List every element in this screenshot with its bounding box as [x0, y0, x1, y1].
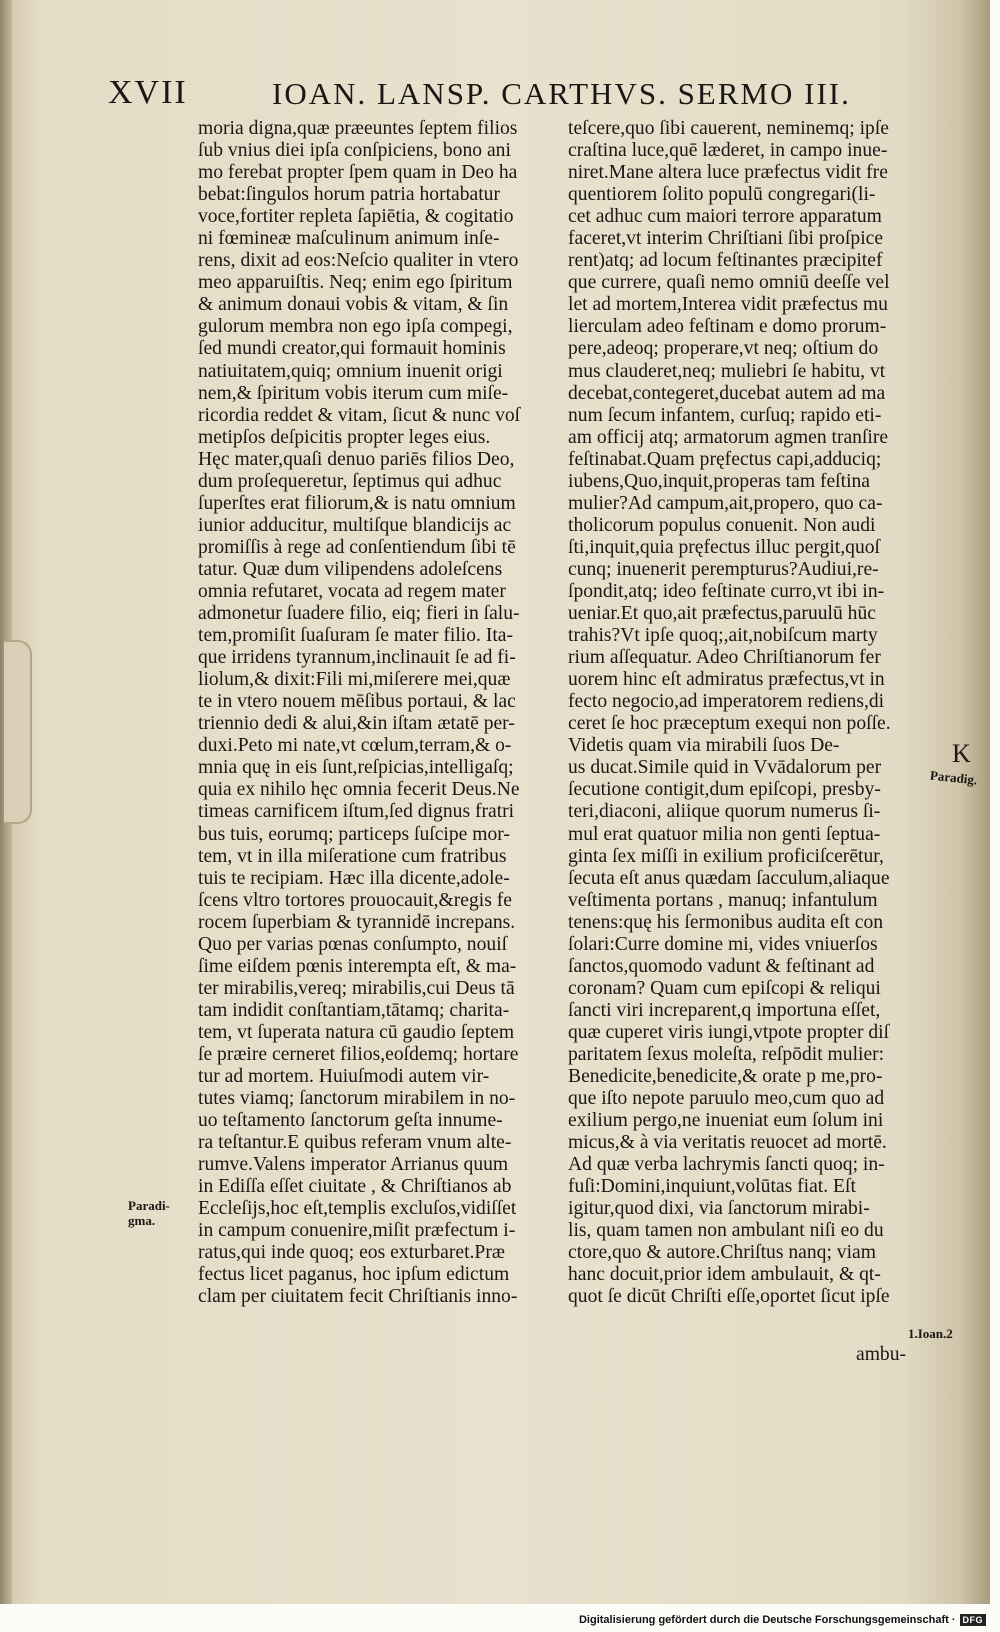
text-line: dum proſequeretur, ſeptimus qui adhuc: [198, 470, 502, 492]
text-line: fuſi:Domini,inquiunt,volūtas fiat. Eſt: [568, 1176, 856, 1198]
text-line: ra teſtantur.E quibus referam vnum alte-: [198, 1132, 512, 1154]
text-line: fectus licet paganus, hoc ipſum edictum: [198, 1264, 510, 1286]
text-line: tenens:quę his ſermonibus audita eſt con: [568, 911, 884, 933]
text-line: & animum donaui vobis & vitam, & ſin: [198, 294, 509, 316]
text-line: rumve.Valens imperator Arrianus quum: [198, 1154, 509, 1176]
text-line: igitur,quod dixi, via ſanctorum mirabi-: [568, 1198, 870, 1220]
margin-note-paradigma: Paradi- gma.: [128, 1198, 170, 1228]
text-line: natiuitatem,quiq; omnium inuenit origi: [198, 360, 503, 382]
text-line: ni fœmineæ maſculinum animum inſe-: [198, 228, 500, 250]
text-line: tutes viamq; ſanctorum mirabilem in no-: [198, 1088, 516, 1110]
footer-credit: Digitalisierung gefördert durch die Deutsche Forschungsgemeinschaft ·: [578, 1614, 956, 1626]
text-line: te in vtero nouem mēſibus portaui, & lac: [198, 691, 516, 713]
text-line: iubens,Quo,inquit,properas tam feſtina: [568, 470, 871, 492]
text-column-left: [198, 118, 520, 1309]
text-line: que currere, quaſi nemo omniū deeſſe vel: [568, 272, 890, 294]
text-line: uo teſtamento ſanctorum geſta innume-: [198, 1110, 503, 1132]
text-line: admonetur ſuadere filio, eiq; fieri in ſalu-: [198, 603, 520, 625]
text-line: Ad quæ verba lachrymis ſancti quoq; in-: [568, 1154, 885, 1176]
text-line: decebat,contegeret,ducebat autem ad ma: [568, 382, 886, 404]
text-line: ſed mundi creator,qui formauit hominis: [198, 338, 506, 360]
margin-note-ioan: 1.Ioan.2: [908, 1326, 953, 1341]
text-line: quia ex nihilo hęc omnia fecerit Deus.Ne: [198, 779, 520, 801]
text-line: Eccleſijs,hoc eſt,templis excluſos,vidiſſet: [198, 1198, 517, 1220]
text-line: ſcens vltro tortores prouocauit,&regis fe: [198, 889, 512, 911]
text-line: tem, vt ſuperata natura cū gaudio ſeptem: [198, 1021, 515, 1043]
text-line: clam per ciuitatem fecit Chriſtianis inno-: [198, 1286, 518, 1308]
text-line: fecto negocio,ad imperatorem rediens,di: [568, 691, 885, 713]
text-line: veſtimenta portans , manuq; infantulum: [568, 889, 878, 911]
text-line: nem,& ſpiritum vobis iterum cum miſe-: [198, 382, 509, 404]
margin-note-paradig: Paradig.: [929, 767, 978, 788]
text-line: niret.Mane altera luce præfectus vidit fre: [568, 162, 888, 184]
running-header: [100, 74, 940, 114]
folio-number: XVII: [108, 74, 188, 111]
text-line: omnia refutaret, vocata ad regem mater: [198, 580, 506, 602]
text-line: lis, quam tamen non ambulant niſi eo du: [568, 1220, 884, 1242]
text-line: num ſecum infantem, curſuq; rapido eti-: [568, 404, 882, 426]
text-line: ſolari:Curre domine mi, vides vniuerſos: [568, 933, 878, 955]
text-line: lierculam adeo feſtinam e domo prorum-: [568, 316, 887, 338]
text-line: micus,& à via veritatis reuocet ad mortē.: [568, 1132, 887, 1154]
text-line: mnia quę in eis ſunt,reſpicias,intelligaſq;: [198, 757, 514, 779]
text-line: coronam? Quam cum epiſcopi & reliqui: [568, 977, 881, 999]
text-line: ueniar.Et quo,ait præfectus,paruulū hūc: [568, 603, 876, 625]
text-line: teſcere,quo ſibi cauerent, neminemq; ipſe: [568, 118, 889, 139]
text-line: ſti,inquit,quia pręfectus illuc pergit,quoſ: [568, 536, 880, 558]
text-line: ſpondit,atq; ideo feſtinate curro,vt ibi in-: [568, 580, 885, 602]
text-line: ſuperſtes erat filiorum,& is natu omnium: [198, 492, 516, 514]
text-line: mul erat quatuor milia non genti ſeptua-: [568, 823, 881, 845]
text-line: in Ediſſa eſſet ciuitate , & Chriſtianos ab: [198, 1176, 512, 1198]
text-line: Benedicite,benedicite,& orate p me,pro-: [568, 1066, 883, 1088]
text-line: hanc docuit,prior idem ambulauit, & qt-: [568, 1264, 881, 1286]
text-line: trahis?Vt ipſe quoq;,ait,nobiſcum marty: [568, 625, 878, 647]
text-line: feſtinabat.Quam pręfectus capi,adduciq;: [568, 448, 882, 470]
text-line: tam indidit conſtantiam,tātamq; charita-: [198, 999, 510, 1021]
catchword: ambu-: [856, 1344, 907, 1365]
text-line: mus clauderet,neq; muliebri ſe habitu, vt: [568, 360, 886, 382]
text-line: metipſos deſpicitis propter leges eius.: [198, 426, 491, 448]
text-line: rocem ſuperbiam & tyrannidē increpans.: [198, 911, 516, 933]
text-line: promiſſis à rege ad conſentiendum ſibi tē: [198, 536, 516, 558]
text-line: let ad mortem,Interea vidit præfectus mu: [568, 294, 888, 316]
digitization-footer: [579, 1612, 986, 1628]
text-line: iunior adducitur, multiſque blandicijs ac: [198, 514, 512, 536]
text-line: ricordia reddet & vitam, ſicut & nunc voſ: [198, 404, 521, 426]
text-line: mulier?Ad campum,ait,propero, quo ca-: [568, 492, 883, 514]
text-line: bebat:ſingulos horum patria hortabatur: [198, 184, 500, 206]
running-title: IOAN. LANSP. CARTHVS. SERMO III.: [272, 76, 851, 111]
text-line: bus tuis, eorumq; particeps ſuſcipe mor-: [198, 823, 510, 845]
text-line: rens, dixit ad eos:Neſcio qualiter in vtero: [198, 250, 519, 272]
text-line: ceret ſe hoc præceptum exequi non poſſe.: [568, 713, 891, 735]
text-line: tem,promiſit ſuaſuram ſe mater filio. Ita-: [198, 625, 514, 647]
text-line: quentiorem ſolito populū congregari(li-: [568, 184, 876, 206]
text-line: in campum conuenire,miſit præfectum i-: [198, 1220, 516, 1242]
text-line: ſub vnius diei ipſa conſpiciens, bono ani: [198, 140, 511, 162]
text-line: tatur. Quæ dum vilipendens adoleſcens: [198, 558, 503, 580]
text-line: que iſto nepote paruulo meo,cum quo ad: [568, 1088, 885, 1110]
text-line: exilium pergo,ne inueniat eum ſolum ini: [568, 1110, 884, 1132]
text-line: voce,fortiter repleta ſapiētia, & cogitatio: [198, 206, 514, 228]
text-line: tholicorum populus conuenit. Non audi: [568, 514, 876, 536]
text-line: ſecuta eſt anus quædam ſacculum,aliaque: [568, 867, 890, 889]
text-line: cet adhuc cum maiori terrore apparatum: [568, 206, 882, 228]
text-line: tem, vt in illa miſeratione cum fratribus: [198, 845, 507, 867]
text-line: ſime eiſdem pœnis interempta eſt, & ma-: [198, 955, 517, 977]
text-line: tuis te recipiam. Hæc illa dicente,adole-: [198, 867, 510, 889]
text-line: pere,adeoq; properare,vt neq; oſtium do: [568, 338, 879, 360]
text-line: teri,diaconi, aliique quorum numerus ſi-: [568, 801, 881, 823]
text-line: quot ſe dicūt Chriſti eſſe,oportet ſicut ipſe: [568, 1286, 890, 1308]
text-line: ctore,quo & autore.Chriſtus nanq; viam: [568, 1242, 876, 1264]
text-line: gulorum membra non ego ipſa compegi,: [198, 316, 513, 338]
text-line: ginta ſex miſſi in exilium proficiſcerētur,: [568, 845, 884, 867]
book-clasp: [4, 640, 32, 824]
text-line: cunq; inuenerit perempturus?Audiui,re-: [568, 558, 879, 580]
text-line: meo apparuiſtis. Neq; enim ego ſpiritum: [198, 272, 513, 294]
text-line: uorem hinc eſt admiratus præfectus,vt in: [568, 669, 885, 691]
text-line: ter mirabilis,vereq; mirabilis,cui Deus tā: [198, 977, 515, 999]
text-line: timeas carnificem iſtum,ſed dignus fratri: [198, 801, 515, 823]
text-line: paritatem ſexus moleſta, reſpōdit mulier:: [568, 1043, 885, 1065]
text-line: ſe præire cerneret filios,eoſdemq; hortare: [198, 1043, 519, 1065]
text-line: Hęc mater,quaſi denuo pariēs filios Deo,: [198, 448, 515, 470]
text-line: ſanctos,quomodo vadunt & feſtinant ad: [568, 955, 875, 977]
text-line: triennio dedi & alui,&in iſtam ætatē per-: [198, 713, 515, 735]
margin-letter: K: [952, 739, 971, 768]
text-line: liolum,& dixit:Fili mi,miſerere mei,quæ: [198, 669, 511, 691]
text-line: rium aſſequatur. Adeo Chriſtianorum fer: [568, 647, 881, 669]
dfg-logo-icon: DFG: [960, 1614, 987, 1626]
text-line: am officij atq; armatorum agmen tranſire: [568, 426, 889, 448]
text-line: faceret,vt interim Chriſtiani ſibi proſpice: [568, 228, 884, 250]
text-line: Quo per varias pœnas conſumpto, nouiſ: [198, 933, 508, 955]
text-line: rent)atq; ad locum feſtinantes præcipitef: [568, 250, 883, 272]
text-line: mo ferebat propter ſpem quam in Deo ha: [198, 162, 518, 184]
text-line: ſecutione contigit,dum epiſcopi, presby-: [568, 779, 881, 801]
text-line: quæ cuperet viris iungi,vtpote propter diſ: [568, 1021, 890, 1043]
text-line: Videtis quam via mirabili ſuos De-: [568, 735, 840, 757]
text-line: tur ad mortem. Huiuſmodi autem vir-: [198, 1066, 490, 1088]
text-line: us ducat.Simile quid in Vvādalorum per: [568, 757, 882, 779]
text-line: moria digna,quæ præeuntes ſeptem filios: [198, 118, 518, 139]
text-line: que irridens tyrannum,inclinauit ſe ad fi-: [198, 647, 516, 669]
text-line: duxi.Peto mi nate,vt cœlum,terram,& o-: [198, 735, 512, 757]
page-edge: [962, 0, 990, 1604]
text-line: craſtina luce,quē læderet, in campo inue-: [568, 140, 888, 162]
text-line: ratus,qui inde quoq; eos exturbaret.Præ: [198, 1242, 505, 1264]
text-column-right: [568, 118, 891, 1309]
text-line: ſancti viri increparent,q importuna eſſet,: [568, 999, 881, 1021]
